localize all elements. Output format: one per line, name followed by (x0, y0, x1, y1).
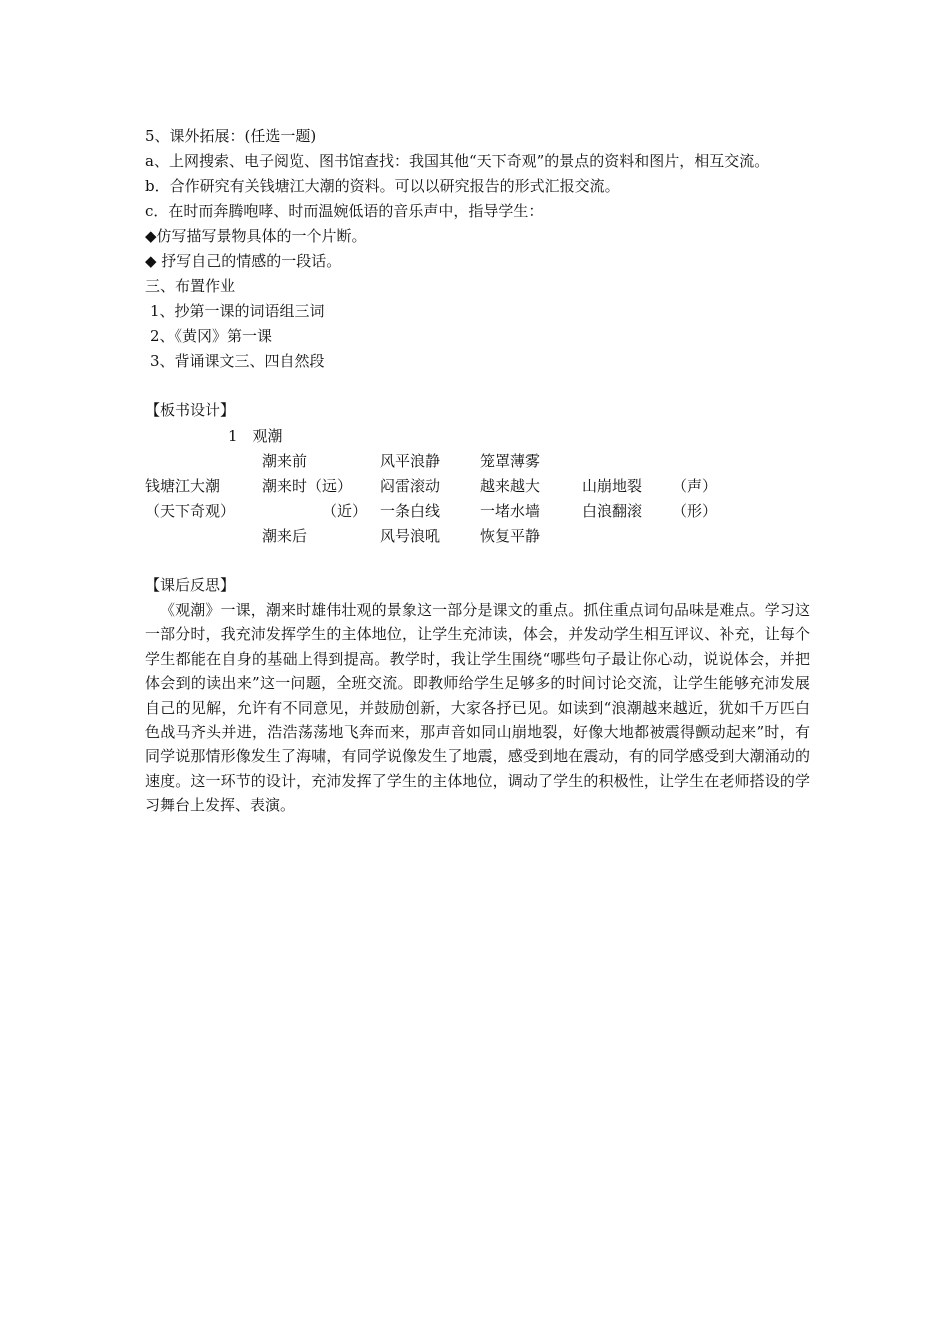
board-far-4: （声） (672, 477, 718, 495)
board-near-3: 白浪翻滚 (582, 502, 643, 520)
board-before-1: 风平浪静 (380, 452, 441, 470)
extension-bullet-2: ◆ 抒写自己的情感的一段话。 (145, 252, 342, 270)
extension-bullet-1: ◆仿写描写景物具体的一个片断。 (145, 227, 367, 245)
board-near-4: （形） (672, 502, 718, 520)
homework-heading: 三、布置作业 (145, 277, 236, 295)
board-after-2: 恢复平静 (480, 527, 541, 545)
board-far-2: 越来越大 (480, 477, 541, 495)
homework-item: 2、《黄冈》第一课 (150, 327, 273, 345)
board-heading: 【板书设计】 (145, 401, 236, 419)
board-lesson-title: 1 观潮 (228, 427, 283, 445)
homework-item: 1、抄第一课的词语组三词 (150, 302, 325, 320)
reflection-heading: 【课后反思】 (145, 576, 236, 594)
homework-item: 3、背诵课文三、四自然段 (150, 352, 325, 370)
board-after-1: 风号浪吼 (380, 527, 441, 545)
board-near-1: 一条白线 (380, 502, 441, 520)
board-topic-sub: （天下奇观） (145, 502, 236, 520)
extension-item-c: c．在时而奔腾咆哮、时而温婉低语的音乐声中，指导学生： (145, 202, 544, 220)
board-near-2: 一堵水墙 (480, 502, 541, 520)
board-before: 潮来前 (262, 452, 308, 470)
extension-item-b: b．合作研究有关钱塘江大潮的资料。可以以研究报告的形式汇报交流。 (145, 177, 620, 195)
board-after: 潮来后 (262, 527, 308, 545)
board-near: （近） (322, 502, 368, 520)
board-far-1: 闷雷滚动 (380, 477, 441, 495)
board-before-2: 笼罩薄雾 (480, 452, 541, 470)
board-far-3: 山崩地裂 (582, 477, 643, 495)
board-during: 潮来时（远） (262, 477, 353, 495)
board-topic: 钱塘江大潮 (145, 477, 221, 495)
extension-heading: 5、课外拓展：(任选一题) (145, 127, 317, 145)
extension-item-a: a、上网搜索、电子阅览、图书馆查找：我国其他“天下奇观”的景点的资料和图片，相互交流。 (145, 152, 770, 170)
reflection-body: 《观潮》一课，潮来时雄伟壮观的景象这一部分是课文的重点。抓住重点词句品味是难点。学习这一部分时，我充沛发挥学生的主体地位，让学生充沛读，体会，并发动学生相互评议、补充，让每个学生都能在自身的基础上得到提高。教学时，我让学生围绕“哪些句子最让你心动，说说体会，并把体会到的读出来”这一问题，全班交流。即教师给学生足够多的时间讨论交流，让学生能够充沛发展自己的见解，允许有不同意见，并鼓励创新，大家各抒已见。如读到“浪潮越来越近，犹如千万匹白色战马齐头并进，浩浩荡荡地飞奔而来，那声音如同山崩地裂，好像大地都被震得颤动起来”时，有同学说那情形像发生了海啸，有同学说像发生了地震，感受到地在震动，有的同学感受到大潮涌动的速度。这一环节的设计，充沛发挥了学生的主体地位，调动了学生的积极性，让学生在老师搭设的学习舞台上发挥、表演。 (145, 601, 810, 815)
